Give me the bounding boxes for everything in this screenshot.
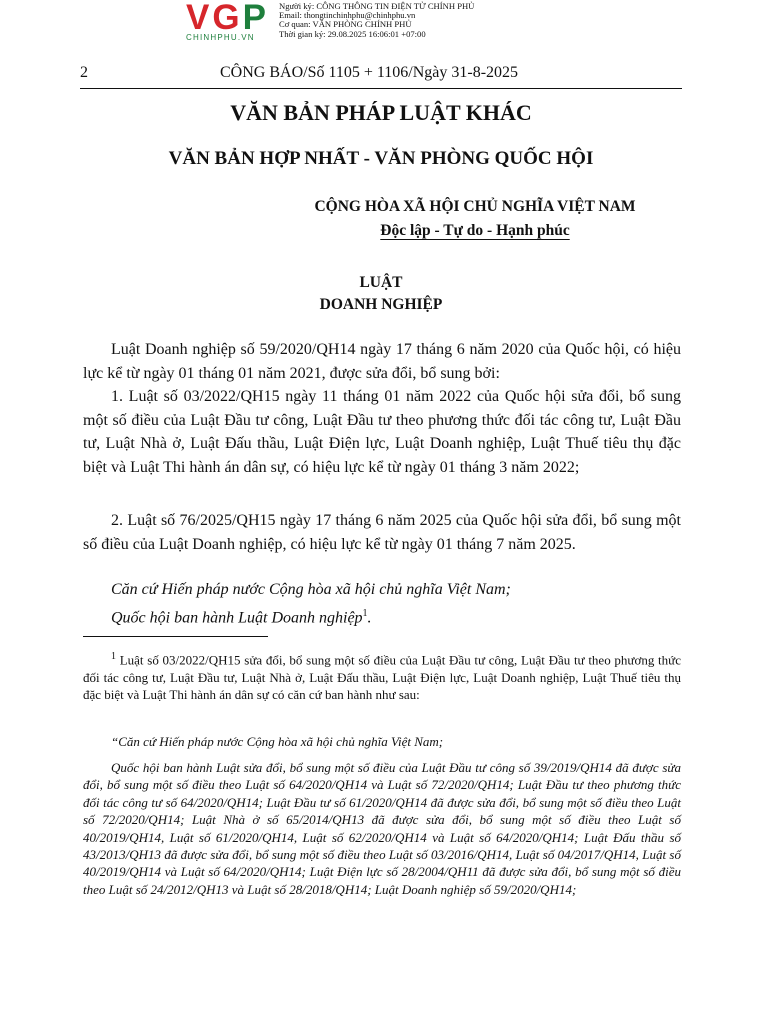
footnote-constitution-quote: “Căn cứ Hiến pháp nước Cộng hòa xã hội chủ nghĩa Việt Nam; (111, 734, 444, 749)
national-motto: Độc lập - Tự do - Hạnh phúc (380, 222, 570, 239)
footnote-marker: 1 (111, 651, 116, 662)
national-heading (288, 195, 662, 243)
logo-subtext: CHINHPHU.VN (186, 33, 255, 42)
legal-basis-enactment (111, 602, 681, 629)
header-rule (80, 88, 682, 89)
nation-name: CỘNG HÒA XÃ HỘI CHỦ NGHĨA VIỆT NAM (314, 198, 636, 215)
amendment-item-2: 2. Luật số 76/2025/QH15 ngày 17 tháng 6 năm 2025 của Quốc hội sửa đổi, bổ sung một số điều của Luật Doanh nghiệp, có hiệu lực kể từ ngày 01 tháng 7 năm 2025. (83, 512, 681, 553)
footnote-1 (83, 648, 681, 704)
agency-line: Cơ quan: VĂN PHÒNG CHÍNH PHỦ (279, 19, 412, 30)
running-header (80, 64, 680, 86)
vgp-logo: VGP (186, 0, 269, 37)
gazette-header: CÔNG BÁO/Số 1105 + 1106/Ngày 31-8-2025 (220, 64, 519, 81)
signer-line: Người ký: CÔNG THÔNG TIN ĐIỆN TỬ CHÍNH PHỦ (279, 1, 475, 11)
enactment-text: Quốc hội ban hành Luật Doanh nghiệp (111, 609, 363, 627)
subsection-title: VĂN BẢN HỢP NHẤT - VĂN PHÒNG QUỐC HỘI (168, 148, 594, 169)
law-title-line1: LUẬT (359, 274, 403, 291)
footnote-reference[interactable]: 1 (362, 608, 368, 619)
law-title-line2: DOANH NGHIỆP (319, 296, 443, 313)
email-line: Email: thongtinchinhphu@chinhphu.vn (279, 10, 416, 21)
law-title (80, 272, 682, 316)
amendment-item-1: 1. Luật số 03/2022/QH15 ngày 11 tháng 01 năm 2022 của Quốc hội sửa đổi, bổ sung một số điều của Luật Đầu tư công, Luật Đầu tư theo phương thức đối tác công tư, Luật Đầu tư, Luật Nhà ở, Luật Đấu thầu, Luật Điện lực, Luật Doanh nghiệp, Luật Thuế tiêu thụ đặc biệt và Luật Thi hành án dân sự, có hiệu lực kể từ ngày 01 tháng 3 năm 2022; (83, 388, 681, 476)
legal-basis-constitution: Căn cứ Hiến pháp nước Cộng hòa xã hội chủ nghĩa Việt Nam; (111, 581, 511, 598)
footnote-separator (83, 636, 268, 637)
section-title: VĂN BẢN PHÁP LUẬT KHÁC (230, 100, 532, 125)
enactment-period: . (367, 609, 372, 627)
time-line: Thời gian ký: 29.08.2025 16:06:01 +07:00 (279, 28, 426, 39)
signature-details (279, 2, 474, 39)
digital-signature-stamp (186, 0, 586, 44)
page-number: 2 (80, 64, 88, 81)
intro-paragraph: Luật Doanh nghiệp số 59/2020/QH14 ngày 17 tháng 6 năm 2020 của Quốc hội, có hiệu lực kể từ ngày 01 tháng 01 năm 2021, được sửa đổi, bổ sung bởi: (83, 341, 681, 382)
footnote-enactment-quote: Quốc hội ban hành Luật sửa đổi, bổ sung một số điều của Luật Đầu tư công số 39/2019/QH14 đã được sửa đổi, bổ sung một số điều theo Luật số 64/2020/QH14 và Luật số 72/2020/QH14; Luật Đầu tư theo phương thức đối tác công tư số 64/2020/QH14; Luật Đầu tư số 61/2020/QH14 đã được sửa đổi, bổ sung một số điều theo Luật số 72/2020/QH14; Luật Nhà ở số 65/2014/QH13 đã được sửa đổi, bổ sung một số điều theo Luật số 40/2019/QH14, Luật số 61/2020/QH14, Luật số 62/2020/QH14 và Luật số 64/2020/QH14; Luật Đấu thầu số 43/2013/QH13 đã được sửa đổi, bổ sung một số điều theo Luật số 03/2016/QH14, Luật số 04/2017/QH14, Luật số 40/2019/QH14 và Luật số 64/2020/QH14; Luật Điện lực số 28/2004/QH11 đã được sửa đổi, bổ sung một số điều theo Luật số 24/2012/QH13 và Luật số 28/2018/QH14; Luật Doanh nghiệp số 59/2020/QH14; (83, 760, 681, 897)
footnote-1-text: Luật số 03/2022/QH15 sửa đổi, bổ sung một số điều của Luật Đầu tư công, Luật Đầu tư theo phương thức đối tác công tư, Luật Đầu tư, Luật Nhà ở, Luật Đấu thầu, Luật Điện lực, Luật Doanh nghiệp, Luật Thuế tiêu thụ đặc biệt và Luật Thi hành án dân sự có căn cứ ban hành như sau: (83, 652, 681, 703)
